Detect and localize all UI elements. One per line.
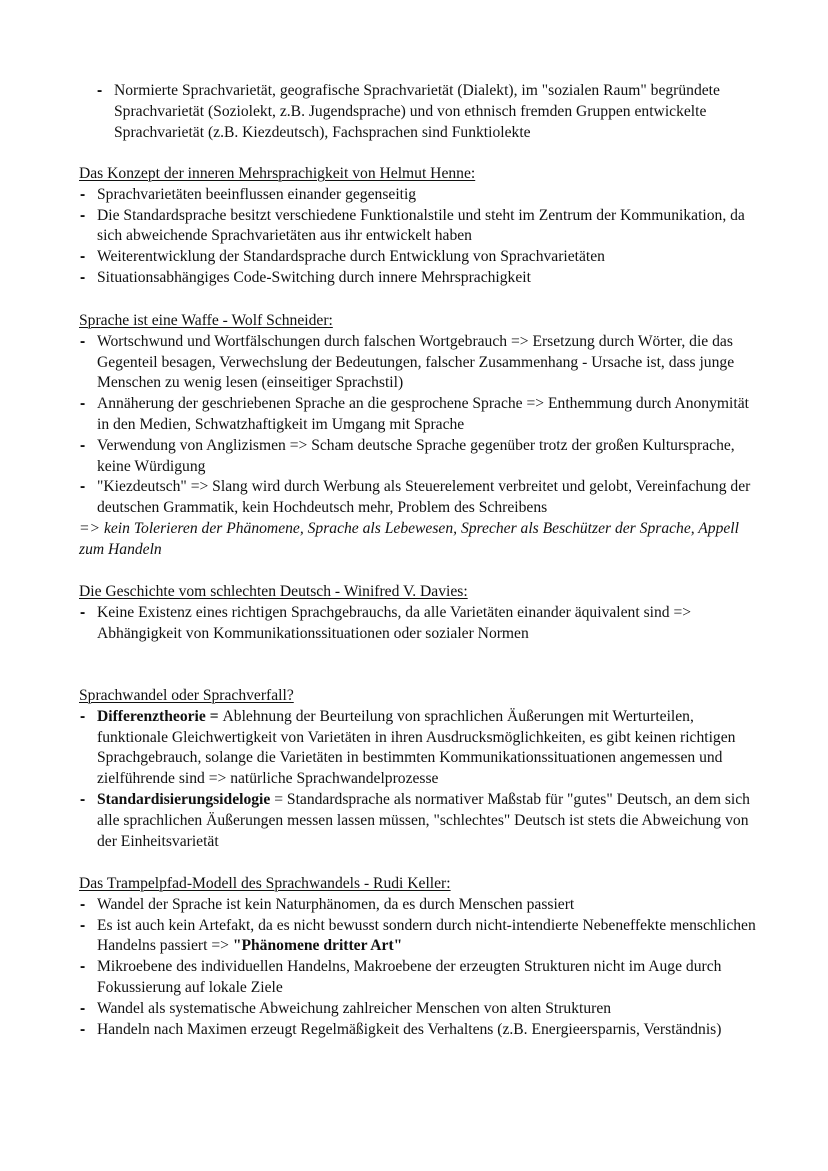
section-schneider <box>79 311 759 561</box>
list-item: - Keine Existenz eines richtigen Sprachgebrauchs, da alle Varietäten einander äquivalent sind => Abhängigkeit von Kommunikationssituationen oder sozialer Normen <box>79 603 759 645</box>
list-item: - Mikroebene des individuellen Handelns, Makroebene der erzeugten Strukturen nicht im Auge durch Fokussierung auf lokale Ziele <box>79 957 759 999</box>
intro-item: - Normierte Sprachvarietät, geografische Sprachvarietät (Dialekt), im "sozialen Raum" begründete Sprachvarietät (Soziolekt, z.B. Jugendsprache) und von ethnisch fremden Gruppen entwickelte Sprachvarietät (z.B. Kiezdeutsch), Fachsprachen sind Funktiolekte <box>96 81 756 143</box>
list-item: - Handeln nach Maximen erzeugt Regelmäßigkeit des Verhaltens (z.B. Energieersparnis, Verständnis) <box>79 1020 759 1041</box>
heading-keller: Das Trampelpfad-Modell des Sprachwandels - Rudi Keller: <box>79 875 451 892</box>
list-davies <box>79 603 759 645</box>
list-item: - Standardisierungsidelogie = Standardsprache als normativer Maßstab für "gutes" Deutsch, an dem sich alle sprachlichen Äußerungen messen lassen müssen, "schlechtes" Deutsch ist stets die Abweichung von der Einheitsvarietät <box>79 790 759 852</box>
heading-sprachwandel: Sprachwandel oder Sprachverfall? <box>79 687 294 704</box>
list-keller <box>79 895 759 1041</box>
heading-schneider: Sprache ist eine Waffe - Wolf Schneider: <box>79 312 333 329</box>
heading-henne: Das Konzept der inneren Mehrsprachigkeit von Helmut Henne: <box>79 165 476 182</box>
list-item: - Sprachvarietäten beeinflussen einander gegenseitig <box>79 185 759 206</box>
list-item: - Differenztheorie = Ablehnung der Beurteilung von sprachlichen Äußerungen mit Werturteilen, funktionale Gleichwertigkeit von Varietäten in ihren Ausdrucksmöglichkeiten, es gibt keinen richtigen Sprachgebrauch, solange die Varietäten in bestimmten Kommunikationssituationen angemessen und zielführende sind => natürliche Sprachwandelprozesse <box>79 707 759 790</box>
list-item: - Verwendung von Anglizismen => Scham deutsche Sprache gegenüber trotz der großen Kultursprache, keine Würdigung <box>79 436 759 478</box>
list-item: - Wortschwund und Wortfälschungen durch falschen Wortgebrauch => Ersetzung durch Wörter, die das Gegenteil besagen, Verwechslung der Bedeutungen, falscher Zusammenhang - Ursache ist, dass junge Menschen zu wenig lesen (einseitiger Sprachstil) <box>79 332 759 394</box>
phaenomene-dritter-art: "Phänomene dritter Art" <box>232 937 403 955</box>
list-schneider <box>79 332 759 519</box>
section-sprachwandel <box>79 686 759 852</box>
list-item: - Es ist auch kein Artefakt, da es nicht bewusst sondern durch nicht-intendierte Nebeneffekte menschlichen Handelns passiert => "Phänomene dritter Art" <box>79 916 759 958</box>
list-sprachwandel <box>79 707 759 853</box>
section-henne <box>79 164 759 289</box>
heading-davies: Die Geschichte vom schlechten Deutsch - Winifred V. Davies: <box>79 583 468 600</box>
conclusion-schneider: => kein Tolerieren der Phänomene, Sprache als Lebewesen, Sprecher als Beschützer der Sprache, Appell zum Handeln <box>79 519 739 558</box>
term-differenztheorie: Differenztheorie <box>97 707 206 725</box>
term-standardisierungsidelogie: Standardisierungsidelogie <box>97 790 271 808</box>
section-keller <box>79 874 759 1040</box>
section-davies <box>79 582 759 644</box>
list-item: - Wandel der Sprache ist kein Naturphänomen, da es durch Menschen passiert <box>79 895 759 916</box>
list-item: - Die Standardsprache besitzt verschiedene Funktionalstile und steht im Zentrum der Kommunikation, da sich abweichende Sprachvarietäten aus ihr entwickelt haben <box>79 206 759 248</box>
list-item: - Annäherung der geschriebenen Sprache an die gesprochene Sprache => Enthemmung durch Anonymität in den Medien, Schwatzhaftigkeit im Umgang mit Sprache <box>79 394 759 436</box>
list-henne <box>79 185 759 289</box>
list-item: - Situationsabhängiges Code-Switching durch innere Mehrsprachigkeit <box>79 268 759 289</box>
list-item: - Wandel als systematische Abweichung zahlreicher Menschen von alten Strukturen <box>79 999 759 1020</box>
list-item: - "Kiezdeutsch" => Slang wird durch Werbung als Steuerelement verbreitet und gelobt, Vereinfachung der deutschen Grammatik, kein Hochdeutsch mehr, Problem des Schreibens <box>79 477 759 519</box>
intro-list <box>96 81 756 143</box>
list-item: - Weiterentwicklung der Standardsprache durch Entwicklung von Sprachvarietäten <box>79 247 759 268</box>
